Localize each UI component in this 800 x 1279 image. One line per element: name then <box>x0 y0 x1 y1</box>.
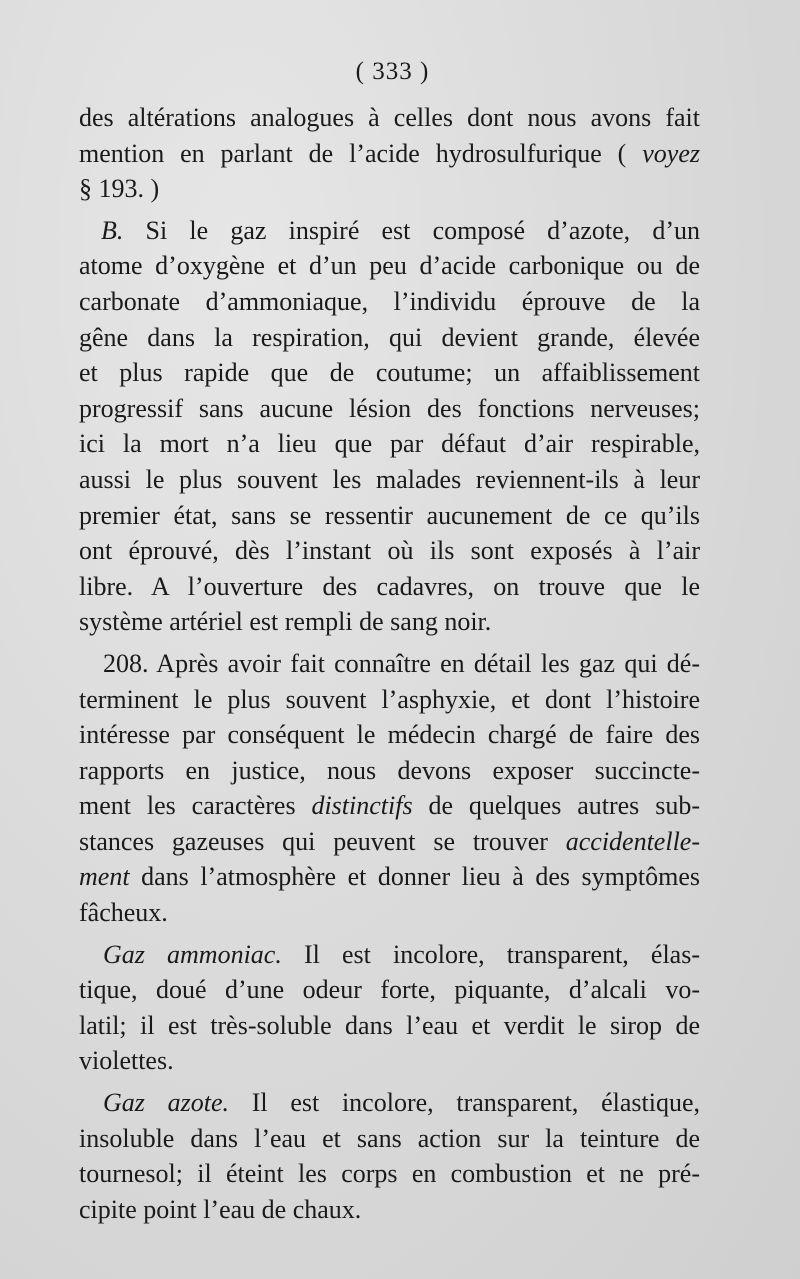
paragraph <box>79 1085 700 1227</box>
text-line: des altérations analogues à celles dont nous avons fait <box>79 103 700 132</box>
text-line: B. Si le gaz inspiré est composé d’azote, d’un <box>101 215 700 245</box>
text-line: ont éprouvé, dès l’instant où ils sont exposés à l’air <box>79 536 700 566</box>
text-line: fâcheux. <box>79 898 168 928</box>
paragraph <box>79 213 700 640</box>
text-line: libre. A l’ouverture des cadavres, on trouve que le <box>79 571 700 601</box>
text-line: ici la mort n’a lieu que par défaut d’air respirable, <box>79 429 700 459</box>
page-number: ( 333 ) <box>355 58 430 85</box>
text-line: intéresse par conséquent le médecin chargé de faire des <box>79 720 700 750</box>
text-line: ment dans l’atmosphère et donner lieu à des symptômes <box>79 862 700 892</box>
text-line: § 193. ) <box>79 174 160 204</box>
text-line: Gaz azote. Il est incolore, transparent, élastique, <box>103 1088 700 1118</box>
text-line: 208. Après avoir fait connaître en détail les gaz qui dé- <box>103 648 700 678</box>
text-line: tournesol; il éteint les corps en combustion et ne pré- <box>79 1159 700 1189</box>
text-line: atome d’oxygène et d’un peu d’acide carbonique ou de <box>79 251 700 281</box>
text-line: premier état, sans se ressentir aucunement de ce qu’ils <box>79 500 700 530</box>
text-line: violettes. <box>79 1046 174 1076</box>
text-line: gêne dans la respiration, qui devient grande, élevée <box>79 322 700 352</box>
text-line: aussi le plus souvent les malades reviennent-ils à leur <box>79 464 700 494</box>
paragraph <box>79 100 700 207</box>
text-line: stances gazeuses qui peuvent se trouver accidentelle- <box>79 826 700 856</box>
text-line: latil; il est très-soluble dans l’eau et verdit le sirop de <box>79 1010 700 1040</box>
paragraph <box>79 646 700 931</box>
text-line: et plus rapide que de coutume; un affaiblissement <box>79 358 700 388</box>
text-line: système artériel est rempli de sang noir. <box>79 607 492 637</box>
text-line: ment les caractères distinctifs de quelques autres sub- <box>79 791 700 821</box>
text-line: terminent le plus souvent l’asphyxie, et dont l’histoire <box>79 684 700 714</box>
text-line: insoluble dans l’eau et sans action sur la teinture de <box>79 1123 700 1153</box>
text-line: mention en parlant de l’acide hydrosulfurique ( voyez <box>79 138 700 168</box>
page-body <box>79 100 700 1227</box>
paragraph <box>79 937 700 1079</box>
text-line: rapports en justice, nous devons exposer succincte- <box>79 755 700 785</box>
text-line: cipite point l’eau de chaux. <box>79 1194 362 1224</box>
text-line: progressif sans aucune lésion des fonctions nerveuses; <box>79 393 700 423</box>
text-line: Gaz ammoniac. Il est incolore, transparent, élas- <box>103 939 700 969</box>
text-line: carbonate d’ammoniaque, l’individu éprouve de la <box>79 286 700 316</box>
text-line: tique, doué d’une odeur forte, piquante, d’alcali vo- <box>79 975 700 1005</box>
